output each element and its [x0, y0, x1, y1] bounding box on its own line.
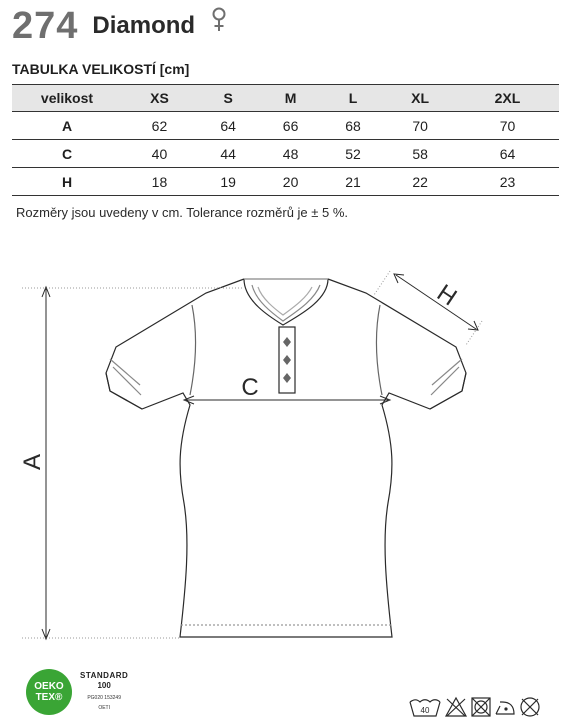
oeko-tex-logo [26, 669, 72, 715]
column-header: S [197, 85, 259, 112]
table-row [12, 140, 559, 168]
oeko-standard: STANDARD [80, 671, 129, 680]
measure-c-line [184, 396, 390, 404]
size-table-header-row [12, 85, 559, 112]
measure-a-line [22, 287, 244, 639]
table-cell: 70 [456, 112, 559, 140]
oeko-certificate: PG020 153249 [87, 695, 121, 701]
table-cell: 44 [197, 140, 259, 168]
table-row [12, 112, 559, 140]
oeko-tex-certification [26, 669, 128, 715]
no-dry-clean-icon [521, 698, 539, 716]
table-cell: 20 [259, 168, 321, 196]
female-symbol-icon [211, 7, 227, 38]
column-header: M [259, 85, 321, 112]
care-symbols [408, 694, 544, 720]
table-cell: 21 [322, 168, 384, 196]
tolerance-note: Rozměry jsou uvedeny v cm. Tolerance rozměrů je ± 5 %. [16, 205, 349, 220]
shirt-outline [106, 279, 466, 637]
wash-40-icon [410, 700, 440, 716]
label-a: A [19, 453, 46, 471]
table-cell: 23 [456, 168, 559, 196]
row-label: H [12, 168, 122, 196]
column-header: XS [122, 85, 197, 112]
size-table-title: TABULKA VELIKOSTÍ [cm] [12, 61, 190, 77]
table-cell: 19 [197, 168, 259, 196]
table-row [12, 168, 559, 196]
table-cell: 52 [322, 140, 384, 168]
label-c: C [241, 374, 259, 401]
table-cell: 64 [456, 140, 559, 168]
table-cell: 66 [259, 112, 321, 140]
oeko-institute: OETI [98, 705, 110, 711]
oeko-badge-line1: OEKO [34, 681, 64, 692]
polo-shirt-diagram [0, 255, 569, 655]
row-label: C [12, 140, 122, 168]
oeko-badge-line2: TEX® [35, 692, 63, 703]
column-header: L [322, 85, 384, 112]
oeko-standard-number: 100 [97, 681, 111, 690]
no-tumble-dry-icon [472, 698, 490, 716]
table-cell: 22 [384, 168, 456, 196]
column-header: 2XL [456, 85, 559, 112]
table-cell: 18 [122, 168, 197, 196]
product-code: 274 [12, 4, 79, 47]
table-cell: 40 [122, 140, 197, 168]
placket-buttons [283, 337, 291, 383]
product-header [12, 4, 227, 48]
oeko-tex-details [80, 671, 128, 713]
product-name: Diamond [92, 12, 196, 39]
column-header: XL [384, 85, 456, 112]
table-cell: 64 [197, 112, 259, 140]
table-cell: 70 [384, 112, 456, 140]
table-cell: 68 [322, 112, 384, 140]
label-h: H [431, 279, 462, 312]
size-table [12, 84, 559, 196]
column-header: velikost [12, 85, 122, 112]
wash-temperature: 40 [420, 706, 430, 715]
no-bleach-icon [446, 698, 466, 716]
table-cell: 58 [384, 140, 456, 168]
table-cell: 62 [122, 112, 197, 140]
table-cell: 48 [259, 140, 321, 168]
iron-low-icon [496, 702, 514, 714]
row-label: A [12, 112, 122, 140]
